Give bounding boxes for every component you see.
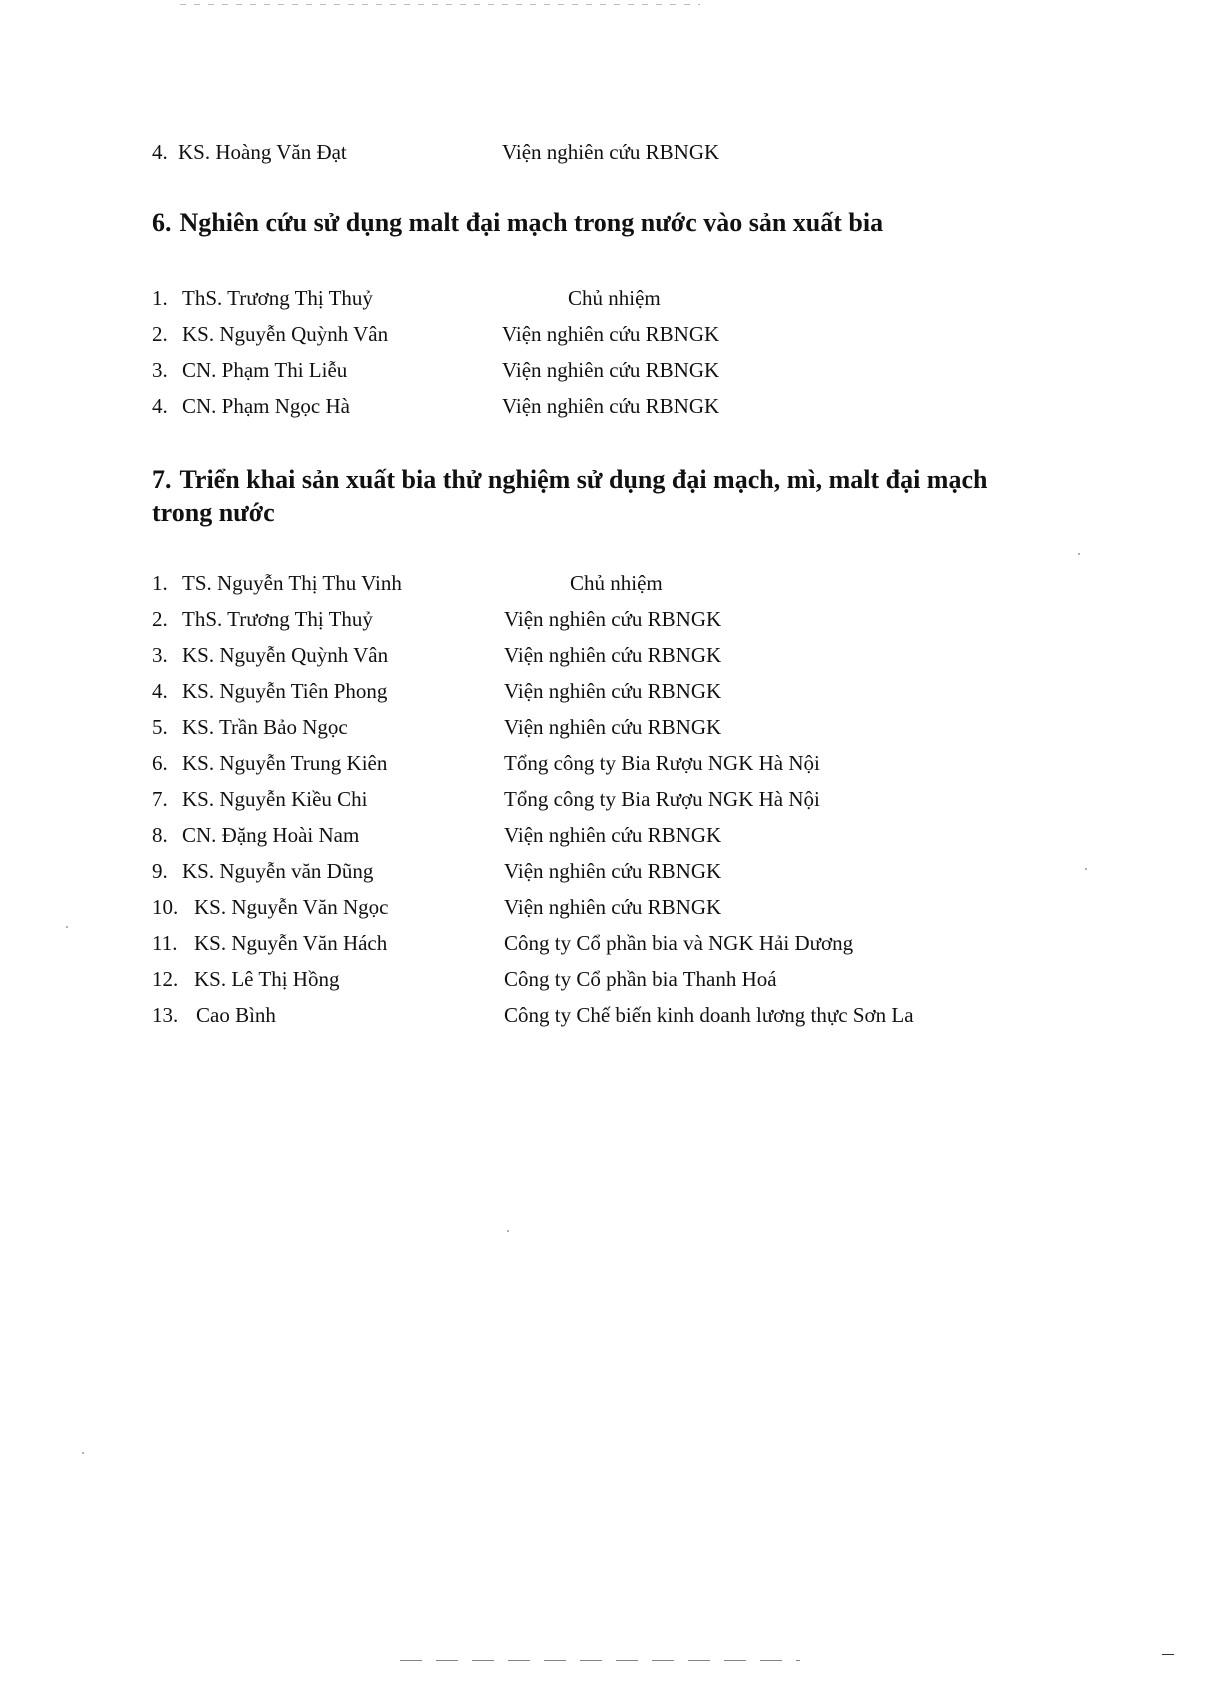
section-6-heading [152,206,1052,239]
member-organization: Tổng công ty Bia Rượu NGK Hà Nội [504,751,820,775]
member-organization: Viện nghiên cứu RBNGK [502,394,720,418]
list-item [0,640,1231,670]
member-name: KS. Nguyễn Văn Hách [194,931,388,955]
section-6-number: 6. [152,208,172,237]
member-role: Chủ nhiệm [570,571,663,595]
scan-speck [507,1230,509,1232]
member-name: ThS. Trương Thị Thuỷ [182,607,373,631]
member-name: CN. Phạm Thi Liễu [182,358,348,382]
item-number: 1. [152,286,168,310]
item-number: 10. [152,895,179,919]
scan-speck [82,1452,84,1454]
list-item [0,676,1231,706]
list-item [0,319,1231,349]
member-name: CN. Phạm Ngọc Hà [182,394,350,418]
list-item [0,712,1231,742]
member-organization: Công ty Cổ phần bia Thanh Hoá [504,967,777,991]
member-organization: Viện nghiên cứu RBNGK [504,859,722,883]
member-name: KS. Hoàng Văn Đạt [178,140,347,164]
member-name: Cao Bình [196,1003,276,1027]
scan-artifact-top [180,4,700,5]
list-item [0,391,1231,421]
item-number: 2. [152,322,168,346]
member-name: KS. Trần Bảo Ngọc [182,715,348,739]
member-name: KS. Lê Thị Hồng [194,967,340,991]
member-organization: Viện nghiên cứu RBNGK [504,643,722,667]
member-name: KS. Nguyễn Tiên Phong [182,679,388,703]
member-organization: Công ty Cổ phần bia và NGK Hải Dương [504,931,854,955]
item-number: 4. [152,679,168,703]
scan-speck [66,926,68,928]
member-name: CN. Đặng Hoài Nam [182,823,360,847]
section-7-number: 7. [152,465,172,494]
member-organization: Công ty Chế biến kinh doanh lương thực Sơn La [504,1003,914,1027]
member-name: KS. Nguyễn Quỳnh Vân [182,643,389,667]
item-number: 6. [152,751,168,775]
scan-speck [1085,868,1087,870]
list-item [0,892,1231,922]
list-item [0,137,1231,167]
member-organization: Viện nghiên cứu RBNGK [504,895,722,919]
item-number: 12. [152,967,179,991]
member-organization: Viện nghiên cứu RBNGK [504,679,722,703]
item-number: 2. [152,607,168,631]
list-item [0,355,1231,385]
list-item [0,283,1231,313]
member-name: KS. Nguyễn Văn Ngọc [194,895,389,919]
list-item [0,568,1231,598]
scan-artifact-bottom [400,1660,800,1661]
list-item [0,604,1231,634]
member-name: ThS. Trương Thị Thuỷ [182,286,373,310]
list-item [0,928,1231,958]
scan-artifact-corner [1162,1654,1174,1655]
section-7-title-line-2: trong nước [152,498,275,527]
item-number: 1. [152,571,168,595]
member-name: KS. Nguyễn văn Dũng [182,859,374,883]
item-number: 4. [152,140,168,164]
member-organization: Viện nghiên cứu RBNGK [502,322,720,346]
item-number: 7. [152,787,168,811]
member-organization: Viện nghiên cứu RBNGK [502,358,720,382]
member-organization: Tổng công ty Bia Rượu NGK Hà Nội [504,787,820,811]
item-number: 8. [152,823,168,847]
scan-speck [1078,553,1080,555]
section-7-title: Triển khai sản xuất bia thử nghiệm sử dụng đại mạch, mì, malt đại mạch [179,465,988,494]
item-number: 9. [152,859,168,883]
item-number: 4. [152,394,168,418]
list-item [0,1000,1231,1030]
item-number: 13. [152,1003,179,1027]
member-organization: Viện nghiên cứu RBNGK [504,715,722,739]
list-item [0,856,1231,886]
list-item [0,820,1231,850]
list-item [0,748,1231,778]
member-name: TS. Nguyễn Thị Thu Vinh [182,571,402,595]
item-number: 3. [152,358,168,382]
member-name: KS. Nguyễn Kiều Chi [182,787,368,811]
member-organization: Viện nghiên cứu RBNGK [504,607,722,631]
member-organization: Viện nghiên cứu RBNGK [504,823,722,847]
list-item [0,964,1231,994]
item-number: 3. [152,643,168,667]
section-6-title: Nghiên cứu sử dụng malt đại mạch trong nước vào sản xuất bia [179,208,884,237]
member-organization: Viện nghiên cứu RBNGK [502,140,720,164]
item-number: 11. [152,931,178,955]
section-7-heading [152,463,1052,529]
member-name: KS. Nguyễn Quỳnh Vân [182,322,389,346]
item-number: 5. [152,715,168,739]
section-7-title-line-1 [152,463,1052,496]
member-name: KS. Nguyễn Trung Kiên [182,751,388,775]
list-item [0,784,1231,814]
member-role: Chủ nhiệm [568,286,661,310]
